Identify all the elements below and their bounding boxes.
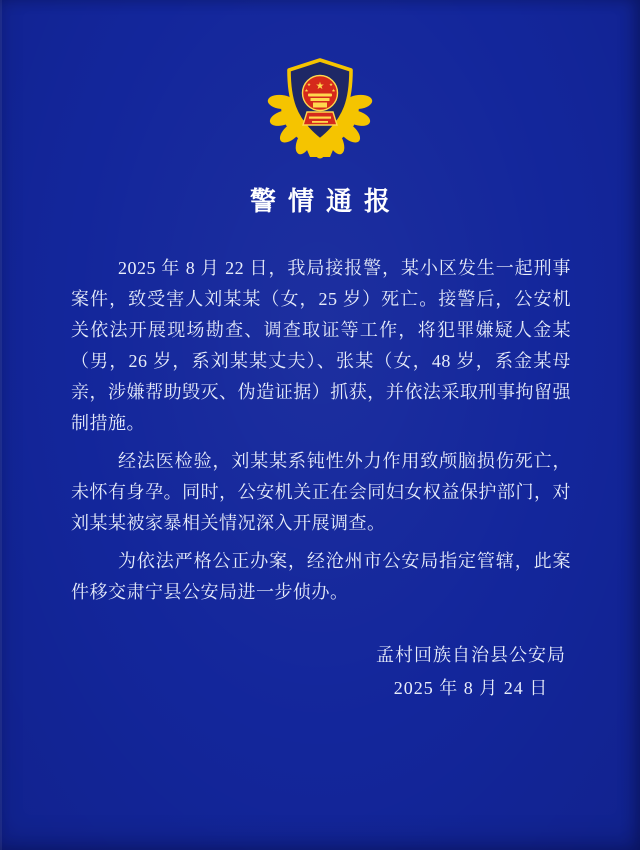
police-badge-icon [259,50,381,160]
notice-paragraph-1: 2025 年 8 月 22 日，我局接报警，某小区发生一起刑事案件，致受害人刘某某（女，25 岁）死亡。接警后，公安机关依法开展现场勘查、调查取证等工作，将犯罪嫌疑人金某（男，26 岁，系刘某某丈夫）、张某（女，48 岁，系金某母亲，涉嫌帮助毁灭、伪造证据）抓获，并依法采取刑事拘留强制措施。 [71,258,571,433]
notice-paragraph-2: 经法医检验，刘某某系钝性外力作用致颅脑损伤死亡，未怀有身孕。同时，公安机关正在会同妇女权益保护部门，对刘某某被家暴相关情况深入开展调查。 [71,451,571,533]
notice-title: 警情通报 [249,187,402,216]
notice-paragraph-3: 为依法严格公正办案，经沧州市公安局指定管辖，此案件移交肃宁县公安局进一步侦办。 [71,551,571,602]
signature-block [0,639,640,705]
small-star-icon: ★ [306,83,312,88]
small-star-icon: ★ [331,89,336,94]
issue-date: 2025 年 8 月 24 日 [393,678,549,698]
emblem-pedestal [303,112,337,125]
small-star-icon: ★ [304,89,309,94]
signature-inner [376,639,566,705]
big-star-icon: ★ [315,81,325,92]
notice-body [71,253,571,615]
issuing-authority: 孟村回族自治县公安局 [376,645,566,665]
small-star-icon: ★ [328,83,334,88]
wreath-base [304,143,336,157]
